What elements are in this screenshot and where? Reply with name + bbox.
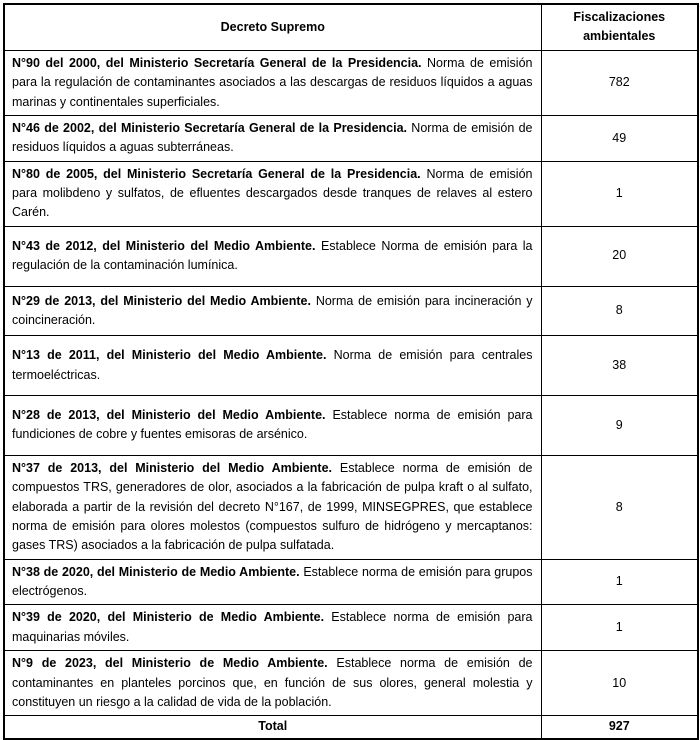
table-row (4, 559, 698, 605)
decree-cell (4, 115, 541, 161)
decree-description: Establece norma de emisión para fundiciones de cobre y fuentes emisoras de arsénico. (12, 408, 533, 442)
inspection-count: 8 (541, 455, 698, 559)
inspection-count: 1 (541, 161, 698, 226)
table-row (4, 336, 698, 396)
table-row (4, 115, 698, 161)
decree-cell (4, 226, 541, 286)
decree-title: N°80 de 2005, del Ministerio Secretaría General de la Presidencia. (12, 166, 421, 181)
total-label: Total (4, 716, 541, 739)
table-row (4, 396, 698, 456)
decree-cell (4, 286, 541, 336)
decree-description: Norma de emisión para la regulación de contaminantes asociados a las descargas de residuos líquidos a aguas marinas y continentales superficiales. (12, 55, 533, 109)
total-row (4, 716, 698, 739)
decree-title: N°29 de 2013, del Ministerio del Medio Ambiente. (12, 293, 311, 308)
decree-description: Norma de emisión para incineración y coincineración. (12, 293, 533, 327)
decree-title: N°46 de 2002, del Ministerio Secretaría General de la Presidencia. (12, 120, 408, 135)
decree-title: N°9 de 2023, del Ministerio de Medio Ambiente. (12, 656, 328, 671)
table-header-row (4, 4, 698, 50)
table-row (4, 455, 698, 559)
table-row (4, 161, 698, 226)
inspection-count: 8 (541, 286, 698, 336)
decree-title: N°39 de 2020, del Ministerio de Medio Ambiente. (12, 610, 325, 625)
decree-title: N°38 de 2020, del Ministerio de Medio Ambiente. (12, 564, 300, 579)
decree-description: Establece norma de emisión de compuestos TRS, generadores de olor, asociados a la fabricación de pulpa kraft o al sulfato, elaborada a partir de la revisión del decreto N°167, de 1999, MINSEGPRES, que establece norma de emisión para olores molestos (compuestos sulfuro de hidrógeno y mercaptanos: gases TRS) asociados a la fabricación de pulpa sulfatada. (12, 460, 533, 553)
decree-cell (4, 50, 541, 115)
decree-description: Establece norma de emisión de contaminantes en planteles porcinos que, en función de sus olores, general molestia y constituyen un riesgo a la calidad de vida de la población. (12, 656, 533, 709)
decree-title: N°43 de 2012, del Ministerio del Medio Ambiente. (12, 238, 316, 253)
decree-cell (4, 336, 541, 396)
table-row (4, 605, 698, 651)
total-value: 927 (541, 716, 698, 739)
decree-title: N°37 de 2013, del Ministerio del Medio Ambiente. (12, 460, 332, 475)
inspection-count: 1 (541, 605, 698, 651)
decree-description: Establece norma de emisión para grupos electrógenos. (12, 564, 533, 598)
decree-description: Norma de emisión para molibdeno y sulfatos, de efluentes descargados desde tranques de relaves al estero Carén. (12, 166, 533, 220)
column-header-fiscalizaciones: Fiscalizaciones ambientales (541, 4, 698, 50)
decree-inspections-table (3, 3, 699, 740)
table-row (4, 651, 698, 716)
decree-description: Establece Norma de emisión para la regulación de la contaminación lumínica. (12, 238, 533, 273)
decree-cell (4, 396, 541, 456)
inspection-count: 20 (541, 226, 698, 286)
decree-cell (4, 455, 541, 559)
decree-title: N°13 de 2011, del Ministerio del Medio Ambiente. (12, 348, 327, 363)
inspection-count: 38 (541, 336, 698, 396)
inspection-count: 10 (541, 651, 698, 716)
decree-cell (4, 161, 541, 226)
decree-title: N°28 de 2013, del Ministerio del Medio Ambiente. (12, 408, 326, 422)
decree-description: Norma de emisión para centrales termoeléctricas. (12, 348, 533, 382)
decree-cell (4, 605, 541, 651)
column-header-decreto-supremo: Decreto Supremo (4, 4, 541, 50)
decree-description: Establece norma de emisión para maquinarias móviles. (12, 610, 533, 644)
decree-title: N°90 del 2000, del Ministerio Secretaría General de la Presidencia. (12, 55, 422, 70)
decree-cell (4, 651, 541, 716)
decree-description: Norma de emisión de residuos líquidos a aguas subterráneas. (12, 120, 533, 155)
inspection-count: 1 (541, 559, 698, 605)
table-row (4, 50, 698, 115)
table-row (4, 286, 698, 336)
decree-cell (4, 559, 541, 605)
inspection-count: 49 (541, 115, 698, 161)
inspection-count: 782 (541, 50, 698, 115)
inspection-count: 9 (541, 396, 698, 456)
table-row (4, 226, 698, 286)
